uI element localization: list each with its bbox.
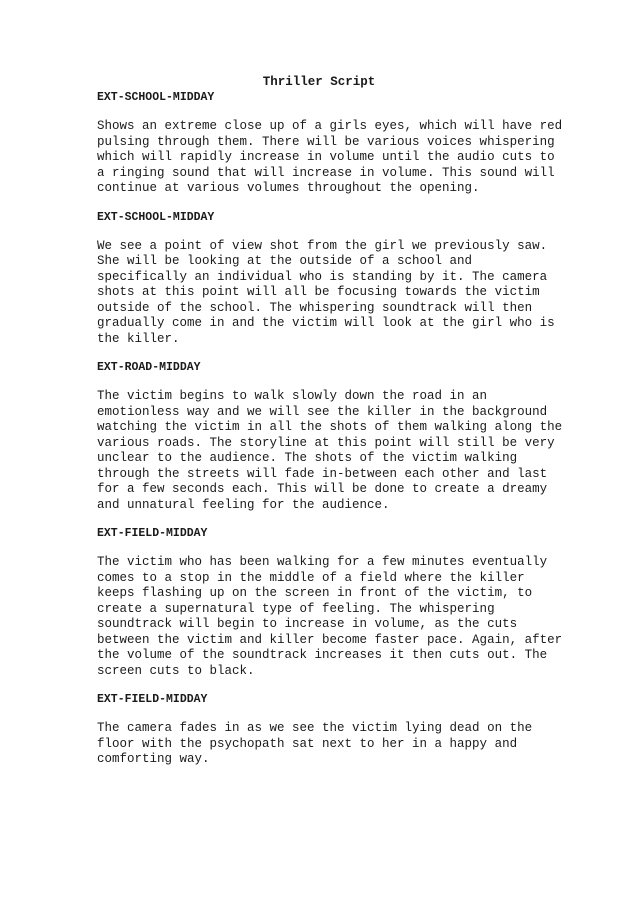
paragraph-line: screen cuts to black. bbox=[97, 663, 255, 678]
paragraph-line: the killer. bbox=[97, 331, 180, 346]
script-body bbox=[97, 90, 563, 768]
paragraph-line: keeps flashing up on the screen in front of the victim, to bbox=[97, 586, 533, 600]
paragraph-line: floor with the psychopath sat next to her in a happy and bbox=[97, 736, 518, 751]
scene-heading: EXT-FIELD-MIDDAY bbox=[97, 693, 208, 706]
scene-heading: EXT-SCHOOL-MIDDAY bbox=[97, 210, 215, 224]
paragraph-line: She will be looking at the outside of a school and bbox=[97, 254, 473, 268]
paragraph-line: the volume of the soundtrack increases it then cuts out. The bbox=[97, 648, 548, 662]
paragraph-line: emotionless way and we will see the killer in the background bbox=[97, 404, 548, 419]
paragraph-line: Shows an extreme close up of a girls eyes, which will have red bbox=[97, 119, 563, 133]
paragraph-line: We see a point of view shot from the girl we previously saw. bbox=[97, 238, 548, 253]
paragraph-line: watching the victim in all the shots of them walking along the bbox=[97, 420, 563, 434]
paragraph-line: which will rapidly increase in volume until the audio cuts to bbox=[97, 150, 555, 164]
paragraph-line: create a supernatural type of feeling. The whispering bbox=[97, 601, 495, 616]
paragraph-line: between the victim and killer become faster pace. Again, after bbox=[97, 632, 563, 647]
paragraph-line: The camera fades in as we see the victim lying dead on the bbox=[97, 721, 533, 735]
scene-heading: EXT-SCHOOL-MIDDAY bbox=[97, 91, 215, 104]
paragraph-line: for a few seconds each. This will be done to create a dreamy bbox=[97, 482, 548, 496]
paragraph-line: specifically an individual who is standing by it. The camera bbox=[97, 269, 548, 284]
scene-paragraph bbox=[97, 389, 563, 513]
paragraph-line: unclear to the audience. The shots of the victim walking bbox=[97, 451, 518, 465]
paragraph-line: comes to a stop in the middle of a field where the killer bbox=[97, 570, 525, 585]
paragraph-line: outside of the school. The whispering soundtrack will then bbox=[97, 300, 533, 315]
paragraph-line: gradually come in and the victim will look at the girl who is bbox=[97, 316, 555, 330]
scene-paragraph bbox=[97, 555, 563, 679]
paragraph-line: pulsing through them. There will be various voices whispering bbox=[97, 134, 555, 149]
paragraph-line: soundtrack will begin to increase in volume, as the cuts bbox=[97, 617, 518, 631]
paragraph-line: through the streets will fade in-between each other and last bbox=[97, 466, 548, 481]
paragraph-line: The victim begins to walk slowly down the road in an bbox=[97, 389, 488, 403]
paragraph-line: various roads. The storyline at this point will still be very bbox=[97, 435, 555, 450]
document-title: Thriller Script bbox=[262, 75, 376, 89]
paragraph-line: The victim who has been walking for a few minutes eventually bbox=[97, 555, 548, 569]
scene-paragraph bbox=[97, 119, 563, 197]
scene-heading: EXT-FIELD-MIDDAY bbox=[97, 527, 208, 540]
paragraph-line: continue at various volumes throughout the opening. bbox=[97, 181, 480, 195]
paragraph-line: a ringing sound that will increase in volume. This sound will bbox=[97, 165, 555, 180]
scene-heading: EXT-ROAD-MIDDAY bbox=[97, 361, 201, 374]
scene-paragraph bbox=[97, 239, 557, 348]
paragraph-line: comforting way. bbox=[97, 752, 210, 766]
paragraph-line: and unnatural feeling for the audience. bbox=[97, 497, 390, 512]
scene-paragraph bbox=[97, 721, 557, 768]
paragraph-line: shots at this point will all be focusing towards the victim bbox=[97, 285, 540, 299]
